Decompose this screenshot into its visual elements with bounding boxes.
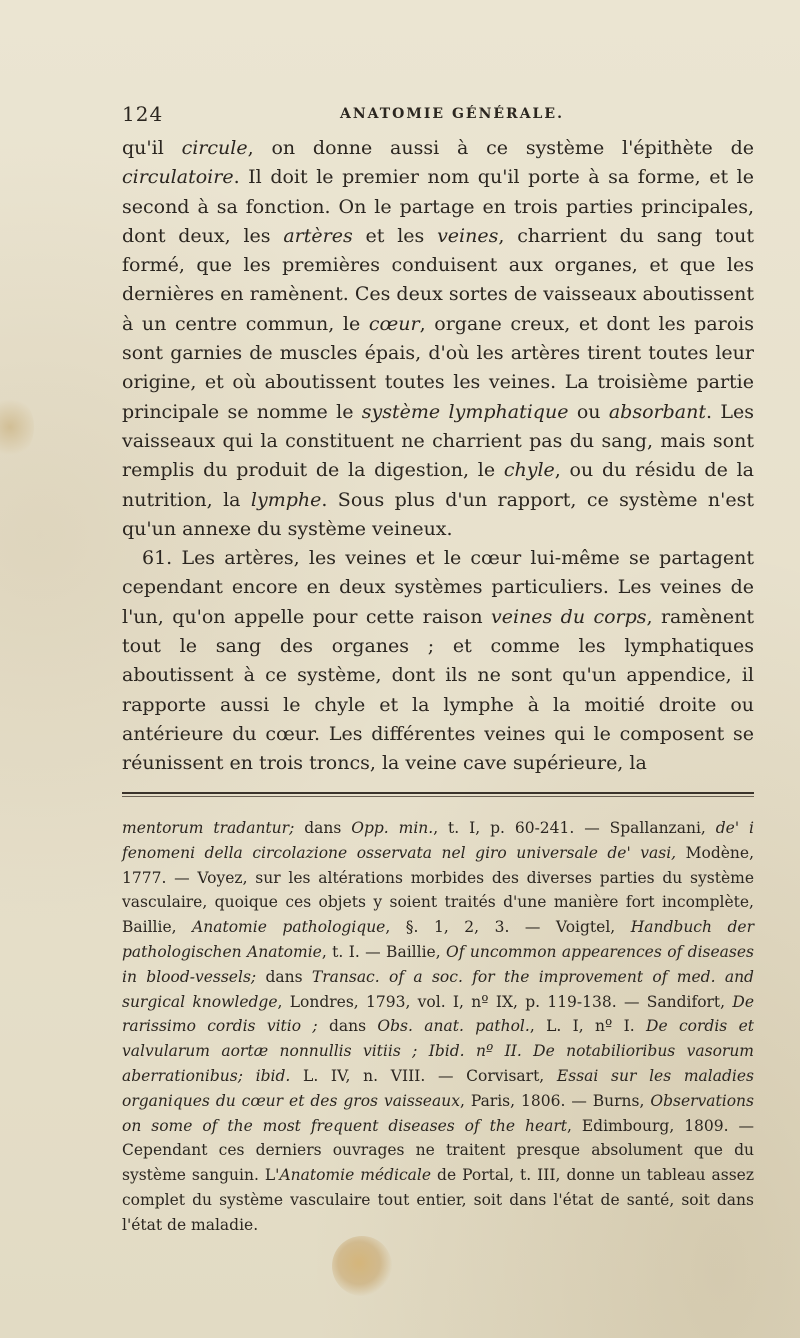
page-header <box>122 102 754 128</box>
footnote-text: mentorum tradantur; dans Opp. min., t. I, p. 60-241. — Spallanzani, de' i fenomeni della circolazione osservata nel giro universale de' vasi, Modène, 1777. — Voyez, sur les altérations morbides des diverses parties du système vasculaire, quoique ces objets y soient traités d'une manière fort incomplète, Baillie, Anatomie pathologique, §. 1, 2, 3. — Voigtel, Handbuch der pathologischen Anatomie, t. I. — Baillie, Of uncommon appearences of diseases in blood-vessels; dans Transac. of a soc. for the improvement of med. and surgical knowledge, Londres, 1793, vol. I, nº IX, p. 119-138. — Sandifort, De rarissimo cordis vitio ; dans Obs. anat. pathol., L. I, nº I. De cordis et valvularum aortæ nonnullis vitiis ; Ibid. nº II. De notabilioribus vasorum aberrationibus; ibid. L. IV, n. VIII. — Corvisart, Essai sur les maladies organiques du cœur et des gros vaisseaux, Paris, 1806. — Burns, Observations on some of the most frequent diseases of the heart, Edimbourg, 1809. — Cependant ces derniers ouvrages ne traitent presque absolument que du système sanguin. L'Anatomie médicale de Portal, t. III, donne un tableau assez complet du système vasculaire tout entier, soit dans l'état de santé, soit dans l'état de maladie. <box>122 819 755 1234</box>
main-text <box>122 134 754 779</box>
footnote-divider <box>122 792 754 794</box>
page-number: 124 <box>122 102 164 126</box>
paragraph: 61. Les artères, les veines et le cœur lui-même se partagent cependant encore en deux systèmes particuliers. Les veines de l'un, qu'on appelle pour cette raison veines du corps, ramènent tout le sang des organes ; et comme les lymphatiques aboutissent à ce système, dont ils ne sont qu'un appendice, il rapporte aussi le chyle et la lymphe à la moitié droite ou antérieure du cœur. Les différentes veines qui le composent se réunissent en trois troncs, la veine cave supérieure, la <box>122 547 754 775</box>
paragraph: qu'il circule, on donne aussi à ce système l'épithète de circulatoire. Il doit le premier nom qu'il porte à sa forme, et le second à sa fonction. On le partage en trois parties principales, dont deux, les artères et les veines, charrient du sang tout formé, que les premières conduisent aux organes, et que les dernières en ramènent. Ces deux sortes de vaisseaux aboutissent à un centre commun, le cœur, organe creux, et dont les parois sont garnies de muscles épais, d'où les artères tirent toutes leur origine, et où aboutissent toutes les veines. La troisième partie principale se nomme le système lymphatique ou absorbant. Les vaisseaux qui la constituent ne charrient pas du sang, mais sont remplis du produit de la digestion, le chyle, ou du résidu de la nutrition, la lymphe. Sous plus d'un rapport, ce système n'est qu'un annexe du système veineux. <box>122 137 754 540</box>
footnote <box>122 816 754 1238</box>
paper-stain <box>0 395 34 459</box>
running-title: ANATOMIE GÉNÉRALE. <box>340 106 564 122</box>
paper-stain <box>332 1236 392 1296</box>
footnote-divider <box>122 796 754 797</box>
